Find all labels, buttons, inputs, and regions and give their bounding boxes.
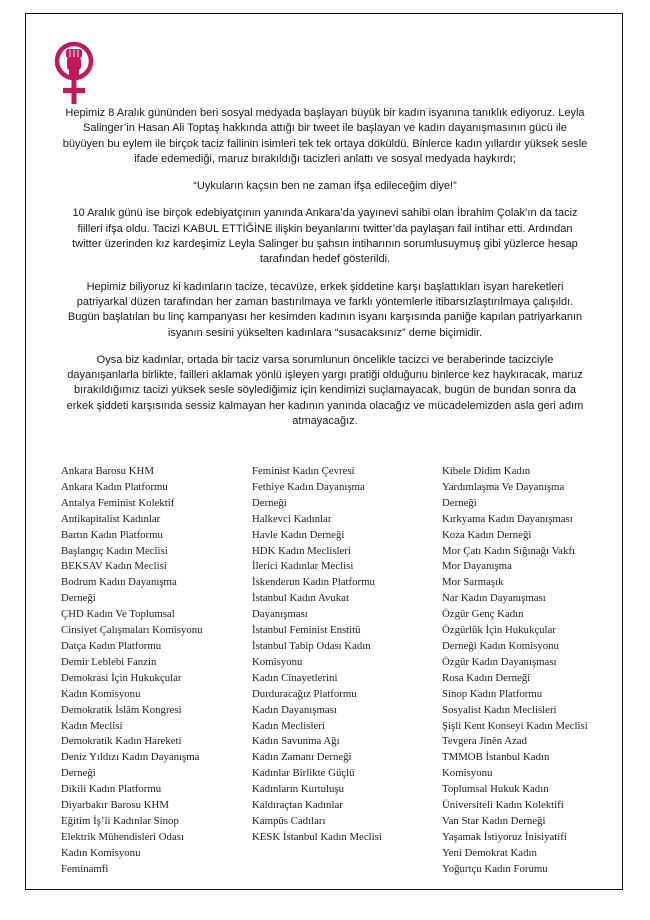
signatory-item: Kampüs Cadıları [252, 814, 326, 827]
signatories-column-1 [61, 464, 241, 878]
signatory-item: Nar Kadın Dayanışması [442, 592, 546, 605]
signatory-item: Antikapitalist Kadınlar [61, 512, 161, 525]
signatory-item: Şişli Kent Konseyi Kadın Meclisi [442, 719, 588, 732]
signatory-item: Derneği [252, 496, 287, 509]
quote-line: “Uykuların kaçsın ben ne zaman ifşa edileceğim diye!” [193, 180, 457, 193]
signatory-item: Yardımlaşma Ve Dayanışma [442, 480, 565, 493]
signatory-item: Sosyalist Kadın Meclisleri [442, 703, 557, 716]
signatory-item: Üniversiteli Kadın Kolektifi [442, 799, 564, 812]
signatory-item: Datça Kadın Platformu [61, 639, 162, 652]
signatory-item: Mor Sarmaşık [442, 576, 504, 589]
signatory-item: KESK İstanbul Kadın Meclisi [252, 830, 382, 843]
feminist-fist-venus-icon [52, 40, 96, 106]
signatory-item: Kadın Komisyonu [61, 846, 141, 859]
signatory-item: Diyarbakır Barosu KHM [61, 799, 169, 812]
signatory-item: Mor Çatı Kadın Sığınağı Vakfı [442, 544, 575, 557]
signatory-item: Demir Leblebi Fanzin [61, 655, 157, 668]
paragraph-patriarchy: Hepimiz biliyoruz ki kadınların tacize, tecavüze, erkek şiddetine karşı başlattıkları isyan hareketleri patriyarkal düzen tarafından her zaman bastırılmaya ve farklı yöntemlerle itibarsızlaştırılmaya çalışıldı. Bugün başlatılan bu linç kampanyası her kesimden kadının isyanı karşısında paniğe kapılan patriyarkanın isyanın sesini yükselten kadınlara “susacaksınız” deme biçimidir. [67, 280, 583, 339]
signatory-item: Derneği [442, 496, 477, 509]
signatory-item: Cinsiyet Çalışmaları Komisyonu [61, 624, 203, 637]
signatory-item: Kadın Cinayetlerini [252, 671, 338, 684]
signatory-item: İstanbul Tabip Odası Kadın [252, 639, 371, 652]
signatory-item: Derneği Kadın Komisyonu [442, 639, 559, 652]
signatory-item: İstanbul Feminist Enstitü [252, 624, 361, 637]
signatory-item: Elektrik Mühendisleri Odası [61, 830, 184, 843]
paragraph-december-10: 10 Aralık günü ise birçok edebiyatçının yanında Ankara’da yayınevi sahibi olan İbrahim Çolak’ın da taciz fiilleri ifşa oldu. Tacizi KABUL ETTİĞİNE ilişkin beyanlarını twitter’da paylaşan fail intihar etti. Ardından twitter üzerinden kız kardeşimiz Leyla Salinger bu şahsın intiharının sorumlusuymuş gibi yüzlerce hesap tarafından hedef gösterildi. [72, 207, 578, 266]
signatory-item: Dikili Kadın Platformu [61, 783, 162, 796]
signatory-item: Özgür Kadın Dayanışması [442, 655, 557, 668]
signatory-item: Özgürlük İçin Hukukçular [442, 624, 556, 637]
signatories-column-2 [252, 464, 442, 846]
signatory-item: Kadın Komisyonu [61, 687, 141, 700]
signatory-item: Durduracağız Platformu [252, 687, 357, 700]
signatory-item: Mor Dayanışma [442, 560, 512, 573]
signatory-item: Dayanışması [252, 608, 308, 621]
signatory-item: Derneği [61, 592, 96, 605]
signatory-item: Derneği [61, 767, 96, 780]
signatory-item: Kadınlar Birlikte Güçlü [252, 767, 355, 780]
signatory-item: Fethiye Kadın Dayanışma [252, 480, 365, 493]
signatory-item: Feminamfi [61, 862, 109, 875]
signatory-item: Başlangıç Kadın Meclisi [61, 544, 168, 557]
signatory-item: İskenderun Kadın Platformu [252, 576, 375, 589]
paragraph-closing: Oysa biz kadınlar, ortada bir taciz varsa sorumlunun öncelikle tacizci ve beraberinde tacizciyle dayanışanlarla birlikte, failleri aklamak yönlü işleyen yargı pratiği olduğunu binlerce kez haykıracak, maruz bırakıldığımız tacizi yüksek sesle söylediğimiz için kendimizi suçlamayacak, bugün de bundan sonra da erkek şiddeti karşısında sessiz kalmayan her kadının yanında olacağız ve mücadelemizden asla geri adım atmayacağız. [66, 353, 584, 428]
signatory-item: HDK Kadın Meclisleri [252, 544, 351, 557]
signatory-item: Ankara Kadın Platformu [61, 480, 168, 493]
signatory-item: Halkevci Kadınlar [252, 512, 332, 525]
signatory-item: Kadın Meclisi [61, 719, 123, 732]
statement-body [62, 106, 588, 441]
signatory-item: Van Star Kadın Derneği [442, 814, 546, 827]
signatory-item: Sinop Kadın Platformu [442, 687, 543, 700]
signatory-item: Feminist Kadın Çevresi [252, 465, 355, 477]
signatory-item: Yeni Demokrat Kadın [442, 846, 537, 859]
signatory-item: Bodrum Kadın Dayanışma [61, 576, 177, 589]
paragraph-intro: Hepimiz 8 Aralık gününden beri sosyal medyada başlayan büyük bir kadın isyanına tanıklık ediyoruz. Leyla Salinger’in Hasan Ali Toptaş hakkında attığı bir tweet ile başlayan ve kadın dayanışmasının gücü ile büyüyen bu eylem ile birçok taciz failinin isimleri tek tek ortaya döküldü. Binlerce kadın yıllardır yüksek sesle ifade edemediği, maruz bırakıldığı tacizleri anlattı ve sosyal medyada haykırdı; [62, 107, 588, 165]
signatory-item: Kadın Dayanışması [252, 703, 337, 716]
signatory-item: BEKSAV Kadın Meclisi [61, 560, 167, 573]
signatory-item: Kadın Zamanı Derneği [252, 751, 352, 764]
signatory-item: Demokratik Kadın Hareketi [61, 735, 182, 748]
signatory-item: Komisyonu [442, 767, 493, 780]
signatory-item: ÇHD Kadın Ve Toplumsal [61, 608, 175, 621]
signatory-item: Demokratik İslâm Kongresi [61, 703, 182, 716]
document-page [25, 13, 623, 890]
signatories-column-3 [442, 464, 622, 878]
signatory-item: İstanbul Kadın Avukat [252, 592, 349, 605]
signatory-item: TMMOB İstanbul Kadın [442, 751, 550, 764]
signatory-item: Koza Kadın Derneği [442, 528, 532, 541]
signatory-item: Toplumsal Hukuk Kadın [442, 783, 549, 796]
signatory-item: İlerici Kadınlar Meclisi [252, 560, 354, 573]
signatory-item: Tevgera Jinên Azad [442, 735, 527, 748]
signatory-item: Demokrasi İçin Hukukçular [61, 671, 182, 684]
signatory-item: Bartın Kadın Platformu [61, 528, 163, 541]
signatory-item: Kırkyama Kadın Dayanışması [442, 512, 573, 525]
signatory-item: Kadın Meclisleri [252, 719, 325, 732]
signatory-item: Eğitim İş’li Kadınlar Sinop [61, 814, 179, 827]
signatory-item: Ankara Barosu KHM [61, 465, 154, 477]
signatory-item: Yoğurtçu Kadın Forumu [442, 862, 548, 875]
signatory-item: Kibele Didim Kadın [442, 465, 531, 477]
signatory-item: Özgür Genç Kadın [442, 608, 524, 621]
signatory-item: Havle Kadın Derneği [252, 528, 345, 541]
signatory-item: Kaldıraçtan Kadınlar [252, 799, 343, 812]
signatory-item: Yaşamak İstiyoruz İnisiyatifi [442, 830, 567, 843]
signatory-item: Antalya Feminist Kolektif [61, 496, 175, 509]
signatory-item: Kadın Savunma Ağı [252, 735, 340, 748]
signatory-item: Kadınların Kurtuluşu [252, 783, 345, 796]
signatory-item: Rosa Kadın Derneği [442, 671, 531, 684]
signatory-item: Deniz Yıldızı Kadın Dayanışma [61, 751, 200, 764]
signatory-item: Komisyonu [252, 655, 303, 668]
